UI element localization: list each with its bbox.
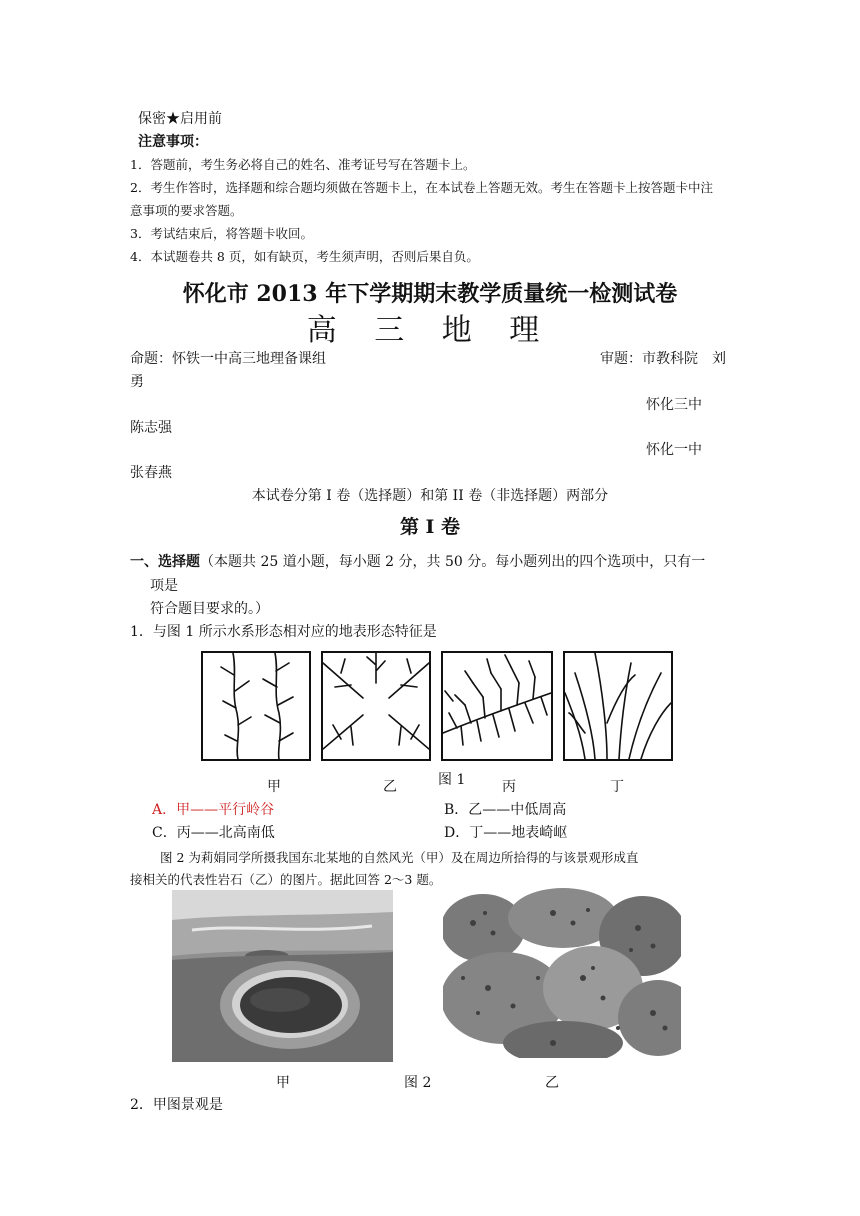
notice-item: 意事项的要求答题。 <box>130 203 243 218</box>
fig1-caption: 图 1 <box>438 772 466 788</box>
q2-stem: 2．甲图景观是 <box>130 1097 223 1113</box>
fig2-caption: 图 2 <box>404 1075 432 1091</box>
drainage-figure-yi <box>321 651 431 761</box>
landscape-photo <box>172 890 393 1062</box>
notice-item: 3．考试结束后，将答题卡收回。 <box>130 226 313 241</box>
notice-title: 注意事项： <box>138 134 208 150</box>
q2-intro-line1: 图 2 为莉娟同学所摄我国东北某地的自然风光（甲）及在周边所拾得的与该景观形成直 <box>160 850 639 865</box>
exam-title: 怀化市 2013 年下学期期末教学质量统一检测试卷 <box>182 281 678 307</box>
rock-photo <box>443 888 681 1058</box>
part-heading: 第 I 卷 <box>399 516 461 538</box>
subject-title: 高 三 地 理 <box>306 313 554 348</box>
fig1-label-bing: 丙 <box>502 779 516 795</box>
setter: 命题：怀铁一中高三地理备课组 <box>130 351 326 367</box>
drainage-figure-ding <box>563 651 673 761</box>
fig2-label-jia: 甲 <box>276 1075 290 1091</box>
reviewer2-school: 怀化三中 <box>646 397 702 413</box>
q1-stem: 1．与图 1 所示水系形态相对应的地表形态特征是 <box>130 624 437 640</box>
reviewer: 审题：市教科院 刘 <box>600 351 726 367</box>
q2-intro-line2: 接相关的代表性岩石（乙）的图片。据此回答 2～3 题。 <box>130 872 442 887</box>
section-desc: （本题共 25 道小题，每小题 2 分，共 50 分。每小题列出的四个选项中，只有一 <box>200 554 706 570</box>
reviewer3-name: 张春燕 <box>130 465 172 481</box>
section-heading: 一、选择题 <box>130 554 200 570</box>
exam-intro: 本试卷分第 I 卷（选择题）和第 II 卷（非选择题）两部分 <box>251 488 609 504</box>
drainage-figure-bing <box>441 651 553 761</box>
notice-item: 2．考生作答时，选择题和综合题均须做在答题卡上，在本试卷上答题无效。考生在答题卡上按答题卡中注 <box>130 180 713 195</box>
section-heading-line <box>130 551 705 571</box>
q1-option-b: B．乙——中低周高 <box>444 802 567 818</box>
q1-option-c: C．丙——北高南低 <box>152 825 275 841</box>
notice-item: 4．本试题卷共 8 页，如有缺页，考生须声明，否则后果自负。 <box>130 249 479 264</box>
fig1-label-ding: 丁 <box>610 779 624 795</box>
secret-mark: 保密★启用前 <box>138 111 222 127</box>
reviewer3-school: 怀化一中 <box>646 442 702 458</box>
section-desc-3: 符合题目要求的。） <box>150 601 269 617</box>
fig1-label-yi: 乙 <box>383 779 397 795</box>
section-desc-2: 项是 <box>150 578 178 594</box>
fig1-label-jia: 甲 <box>267 779 281 795</box>
notice-item: 1．答题前，考生务必将自己的姓名、准考证号写在答题卡上。 <box>130 157 476 172</box>
reviewer2-name: 陈志强 <box>130 420 172 436</box>
reviewer-cont: 勇 <box>130 374 144 390</box>
fig2-label-yi: 乙 <box>545 1075 559 1091</box>
q1-option-a: A．甲——平行岭谷 <box>152 802 275 818</box>
q1-option-d: D．丁——地表崎岖 <box>444 825 568 841</box>
drainage-figure-jia <box>201 651 311 761</box>
